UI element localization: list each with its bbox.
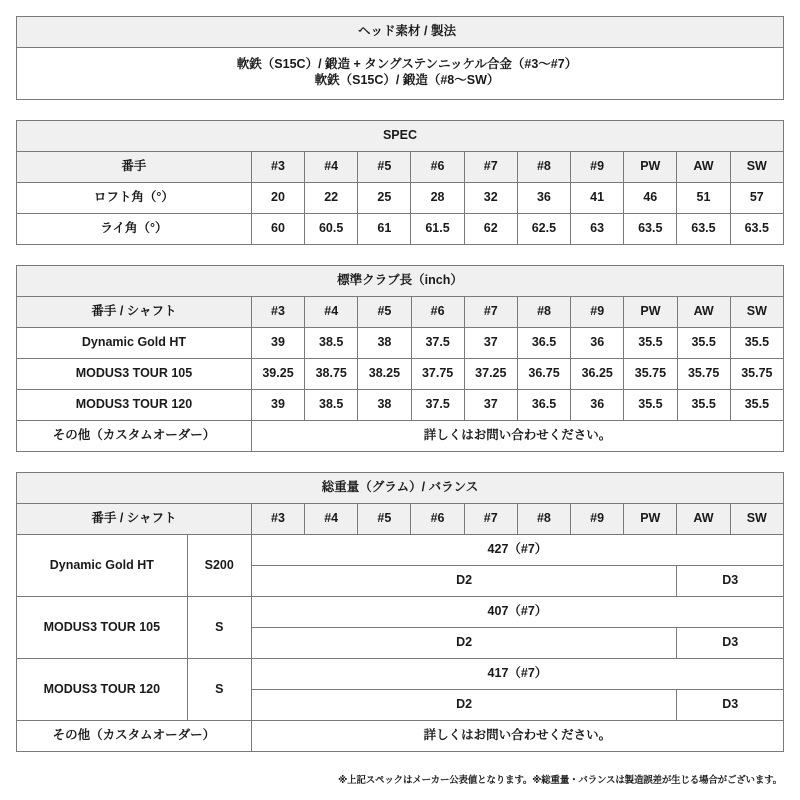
balance-alt-cell: D3 <box>677 690 784 721</box>
head-material-table <box>16 16 784 100</box>
shaft-flex-cell: S <box>187 659 251 721</box>
column-header-club: #5 <box>358 504 411 535</box>
data-cell: 57 <box>730 183 783 214</box>
table-row <box>17 473 784 504</box>
table-row <box>17 266 784 297</box>
data-cell: 63.5 <box>624 214 677 245</box>
data-cell: 35.5 <box>677 390 730 421</box>
data-cell: 35.5 <box>624 390 677 421</box>
column-header-club: AW <box>677 504 730 535</box>
data-cell: 35.75 <box>624 359 677 390</box>
row-label-shaft: MODUS3 TOUR 105 <box>17 359 252 390</box>
data-cell: 36.5 <box>517 328 570 359</box>
table-header-row <box>17 504 784 535</box>
spec-row-label-header: 番手 <box>17 152 252 183</box>
row-label-custom-order: その他（カスタムオーダー） <box>17 721 252 752</box>
data-cell: 37 <box>464 390 517 421</box>
table-row <box>17 359 784 390</box>
data-cell: 35.75 <box>730 359 783 390</box>
table-row <box>17 121 784 152</box>
data-cell: 35.5 <box>730 390 783 421</box>
data-cell: 37.25 <box>464 359 517 390</box>
data-cell: 36.25 <box>571 359 624 390</box>
data-cell: 39 <box>251 390 304 421</box>
column-header-club: AW <box>677 297 730 328</box>
column-header-club: #3 <box>251 504 304 535</box>
data-cell: 60.5 <box>305 214 358 245</box>
club-length-table <box>16 265 784 452</box>
data-cell: 28 <box>411 183 464 214</box>
column-header-club: #8 <box>517 152 570 183</box>
row-label-shaft: MODUS3 TOUR 120 <box>17 659 188 721</box>
data-cell: 39 <box>251 328 304 359</box>
row-label-shaft: Dynamic Gold HT <box>17 535 188 597</box>
row-label-shaft: MODUS3 TOUR 120 <box>17 390 252 421</box>
data-cell: 61 <box>358 214 411 245</box>
data-cell: 38.25 <box>358 359 411 390</box>
head-material-body <box>17 48 784 100</box>
table-header-row <box>17 152 784 183</box>
column-header-club: #6 <box>411 297 464 328</box>
data-cell: 63.5 <box>730 214 783 245</box>
data-cell: 36.5 <box>517 390 570 421</box>
column-header-club: #9 <box>571 297 624 328</box>
data-cell: 22 <box>305 183 358 214</box>
column-header-club: SW <box>730 152 783 183</box>
head-material-header: ヘッド素材 / 製法 <box>17 17 784 48</box>
table-row <box>17 17 784 48</box>
column-header-club: #4 <box>305 297 358 328</box>
shaft-flex-cell: S <box>187 597 251 659</box>
column-header-club: #9 <box>570 504 623 535</box>
column-header-club: AW <box>677 152 730 183</box>
data-cell: 38.5 <box>305 390 358 421</box>
total-weight-cell: 427（#7） <box>251 535 783 566</box>
data-cell: 38 <box>358 390 411 421</box>
data-cell: 35.5 <box>730 328 783 359</box>
row-label-loft: ロフト角（°） <box>17 183 252 214</box>
length-row-label-header: 番手 / シャフト <box>17 297 252 328</box>
spec-table-header: SPEC <box>17 121 784 152</box>
data-cell: 60 <box>251 214 304 245</box>
balance-main-cell: D2 <box>251 690 677 721</box>
data-cell: 38.75 <box>305 359 358 390</box>
data-cell: 20 <box>251 183 304 214</box>
data-cell: 25 <box>358 183 411 214</box>
row-label-lie: ライ角（°） <box>17 214 252 245</box>
table-row <box>17 659 784 690</box>
row-label-custom-order: その他（カスタムオーダー） <box>17 421 252 452</box>
column-header-club: #5 <box>358 152 411 183</box>
column-header-club: #5 <box>358 297 411 328</box>
column-header-club: #4 <box>305 504 358 535</box>
column-header-club: #3 <box>251 297 304 328</box>
total-weight-cell: 417（#7） <box>251 659 783 690</box>
table-header-row <box>17 297 784 328</box>
table-row <box>17 390 784 421</box>
balance-alt-cell: D3 <box>677 566 784 597</box>
column-header-club: #7 <box>464 152 517 183</box>
data-cell: 37.5 <box>411 390 464 421</box>
table-row <box>17 214 784 245</box>
column-header-club: #6 <box>411 152 464 183</box>
data-cell: 32 <box>464 183 517 214</box>
custom-order-value: 詳しくはお問い合わせください。 <box>251 721 783 752</box>
data-cell: 37 <box>464 328 517 359</box>
table-row <box>17 535 784 566</box>
data-cell: 46 <box>624 183 677 214</box>
data-cell: 51 <box>677 183 730 214</box>
table-row <box>17 183 784 214</box>
data-cell: 62.5 <box>517 214 570 245</box>
weight-balance-table <box>16 472 784 752</box>
footnote: ※上記スペックはメーカー公表値となります。※総重量・バランスは製造誤差が生じる場合がございます。 <box>338 775 782 787</box>
column-header-club: #8 <box>517 504 570 535</box>
column-header-club: PW <box>624 297 677 328</box>
custom-order-value: 詳しくはお問い合わせください。 <box>251 421 783 452</box>
material-line: 軟鉄（S15C）/ 鍛造 + タングステンニッケル合金（#3～#7） <box>236 57 578 71</box>
table-row <box>17 328 784 359</box>
balance-main-cell: D2 <box>251 628 677 659</box>
table-row <box>17 597 784 628</box>
data-cell: 41 <box>570 183 623 214</box>
data-cell: 35.75 <box>677 359 730 390</box>
balance-alt-cell: D3 <box>677 628 784 659</box>
data-cell: 35.5 <box>677 328 730 359</box>
data-cell: 61.5 <box>411 214 464 245</box>
row-label-shaft: Dynamic Gold HT <box>17 328 252 359</box>
table-row <box>17 721 784 752</box>
column-header-club: #7 <box>464 297 517 328</box>
shaft-flex-cell: S200 <box>187 535 251 597</box>
column-header-club: #7 <box>464 504 517 535</box>
column-header-club: #6 <box>411 504 464 535</box>
total-weight-cell: 407（#7） <box>251 597 783 628</box>
balance-main-cell: D2 <box>251 566 677 597</box>
column-header-club: #4 <box>305 152 358 183</box>
club-length-table-header: 標準クラブ長（inch） <box>17 266 784 297</box>
weight-balance-table-header: 総重量（グラム）/ バランス <box>17 473 784 504</box>
data-cell: 35.5 <box>624 328 677 359</box>
material-line: 軟鉄（S15C）/ 鍛造（#8～SW） <box>314 72 500 87</box>
column-header-club: PW <box>624 152 677 183</box>
data-cell: 62 <box>464 214 517 245</box>
table-row <box>17 421 784 452</box>
column-header-club: PW <box>624 504 677 535</box>
spec-table <box>16 120 784 245</box>
data-cell: 37.5 <box>411 328 464 359</box>
column-header-club: SW <box>730 297 783 328</box>
data-cell: 36 <box>571 390 624 421</box>
column-header-club: #3 <box>251 152 304 183</box>
data-cell: 38 <box>358 328 411 359</box>
data-cell: 36 <box>571 328 624 359</box>
row-label-shaft: MODUS3 TOUR 105 <box>17 597 188 659</box>
column-header-club: #8 <box>517 297 570 328</box>
data-cell: 36.75 <box>517 359 570 390</box>
data-cell: 36 <box>517 183 570 214</box>
data-cell: 38.5 <box>305 328 358 359</box>
data-cell: 63.5 <box>677 214 730 245</box>
data-cell: 63 <box>570 214 623 245</box>
column-header-club: SW <box>730 504 783 535</box>
weight-row-label-header: 番手 / シャフト <box>17 504 252 535</box>
data-cell: 37.75 <box>411 359 464 390</box>
data-cell: 39.25 <box>251 359 304 390</box>
table-row <box>17 48 784 100</box>
column-header-club: #9 <box>570 152 623 183</box>
